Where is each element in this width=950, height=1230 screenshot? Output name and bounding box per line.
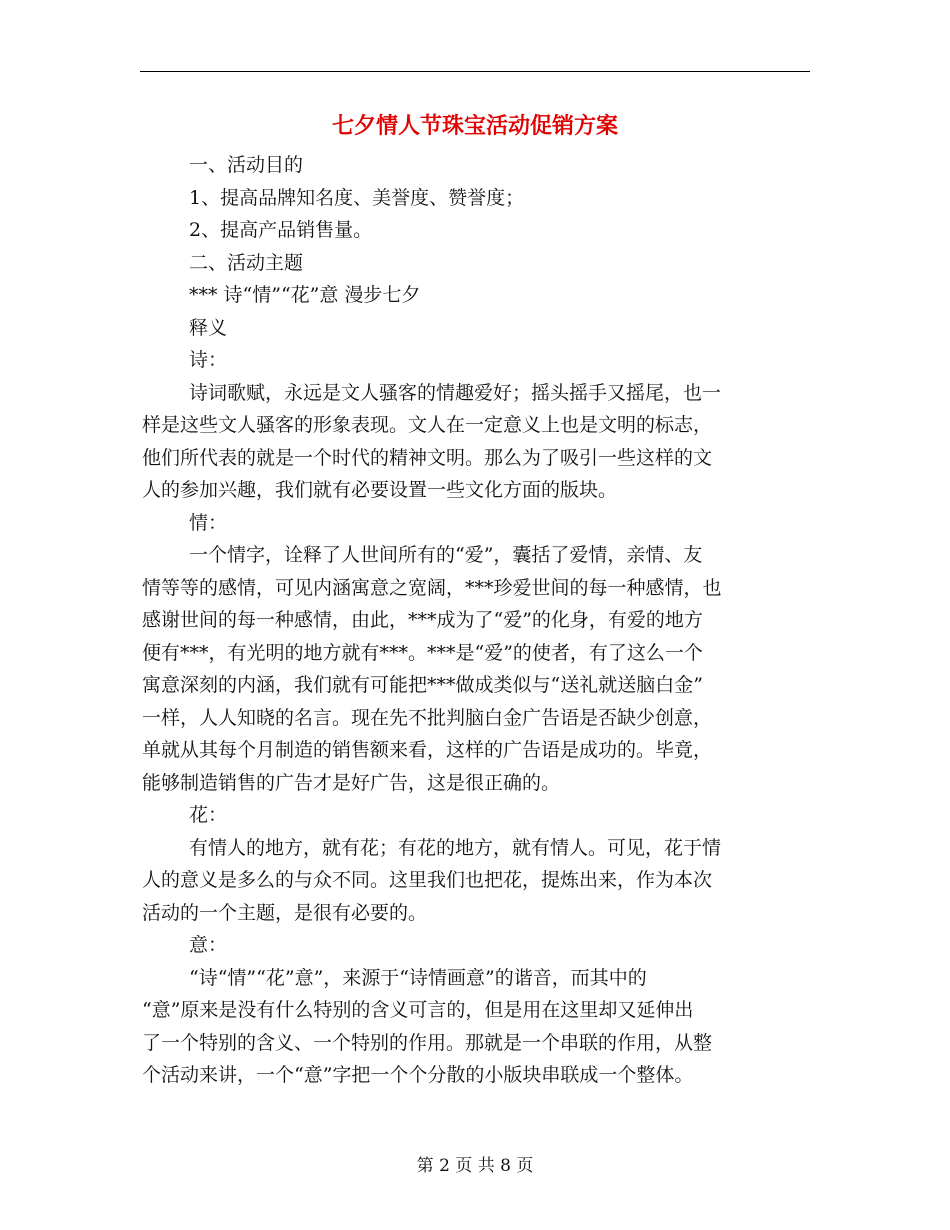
header-rule bbox=[140, 71, 810, 72]
label-meaning: 意： bbox=[189, 934, 228, 956]
paragraph-line: 人的意义是多么的与众不同。这里我们也把花，提炼出来，作为本次 bbox=[142, 869, 713, 891]
label-love: 情： bbox=[189, 511, 228, 534]
paragraph-line: “诗“情”“花”意”，来源于“诗情画意”的谐音，而其中的 bbox=[189, 966, 647, 989]
paragraph-line: 活动的一个主题，是很有必要的。 bbox=[142, 901, 428, 924]
paragraph-line: 感谢世间的每一种感情，由此，***成为了“爱”的化身，有爱的地方 bbox=[142, 609, 703, 631]
list-item: 2、提高产品销售量。 bbox=[189, 219, 373, 241]
document-body bbox=[142, 149, 810, 1092]
paragraph-flower bbox=[142, 832, 810, 930]
paragraph-poem bbox=[142, 377, 810, 507]
paragraph-line: 单就从其每个月制造的销售额来看，这样的广告语是成功的。毕竟， bbox=[142, 739, 713, 761]
paragraph-line: 一个情字，诠释了人世间所有的“爱”，囊括了爱情，亲情、友 bbox=[189, 544, 703, 566]
paragraph-love bbox=[142, 539, 810, 799]
document-title: 七夕情人节珠宝活动促销方案 bbox=[331, 113, 618, 139]
page-number-footer: 第 2 页 共 8 页 bbox=[416, 1156, 534, 1176]
section-heading-purpose: 一、活动目的 bbox=[189, 154, 304, 176]
paragraph-meaning bbox=[142, 962, 810, 1092]
paragraph-line: 便有***，有光明的地方就有***。***是“爱”的使者，有了这么一个 bbox=[142, 641, 703, 664]
paragraph-line: 了一个特别的含义、一个特别的作用。那就是一个串联的作用，从整 bbox=[142, 1031, 713, 1054]
paragraph-line: 诗词歌赋，永远是文人骚客的情趣爱好；摇头摇手又摇尾，也一 bbox=[189, 381, 722, 404]
paragraph-line: 有情人的地方，就有花；有花的地方，就有情人。可见，花于情 bbox=[189, 836, 722, 859]
list-item: 1、提高品牌知名度、美誉度、赞誉度； bbox=[189, 186, 525, 209]
paragraph-line: 人的参加兴趣，我们就有必要设置一些文化方面的版块。 bbox=[142, 479, 618, 501]
subheading-explanation: 释义 bbox=[189, 316, 228, 339]
section-heading-theme: 二、活动主题 bbox=[189, 251, 304, 274]
label-flower: 花： bbox=[189, 804, 228, 826]
paragraph-line: 他们所代表的就是一个时代的精神文明。那么为了吸引一些这样的文 bbox=[142, 446, 713, 469]
paragraph-line: “意”原来是没有什么特别的含义可言的，但是用在这里却又延伸出 bbox=[142, 999, 694, 1021]
label-poem: 诗： bbox=[189, 349, 228, 371]
paragraph-line: 情等等的感情，可见内涵寓意之宽阔，***珍爱世间的每一种感情，也 bbox=[142, 576, 722, 599]
paragraph-line: 寓意深刻的内涵，我们就有可能把***做成类似与“送礼就送脑白金” bbox=[142, 674, 703, 696]
paragraph-line: 样是这些文人骚客的形象表现。文人在一定意义上也是文明的标志， bbox=[142, 414, 713, 436]
paragraph-line: 一样，人人知晓的名言。现在先不批判脑白金广告语是否缺少创意， bbox=[142, 706, 713, 729]
theme-slogan: *** 诗“情”“花”意 漫步七夕 bbox=[189, 284, 421, 306]
paragraph-line: 能够制造销售的广告才是好广告，这是很正确的。 bbox=[142, 771, 561, 794]
paragraph-line: 个活动来讲，一个“意”字把一个个分散的小版块串联成一个整体。 bbox=[142, 1064, 694, 1086]
